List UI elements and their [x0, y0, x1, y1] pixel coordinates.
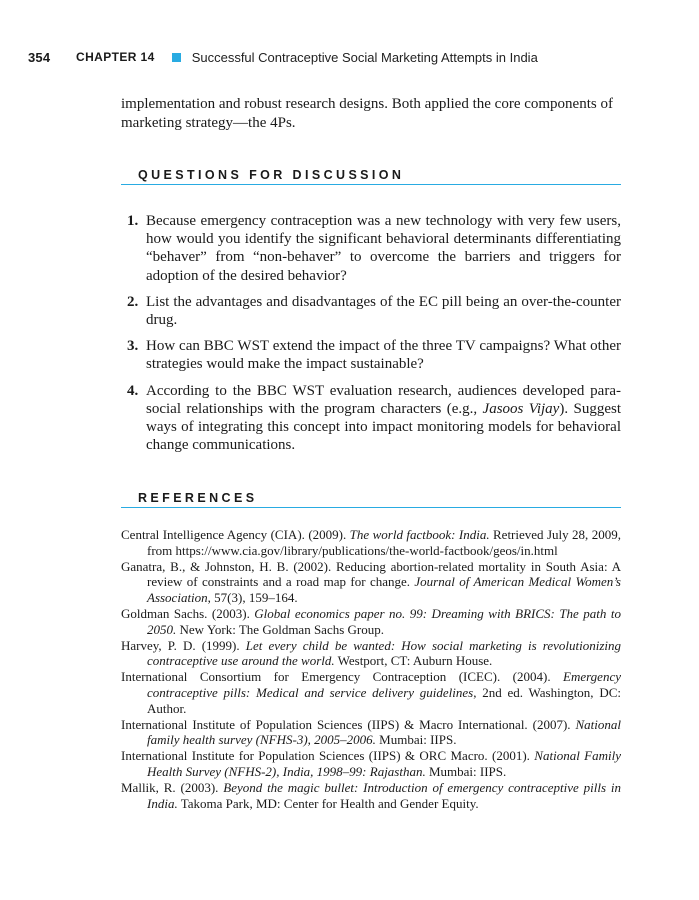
reference-item — [121, 527, 621, 559]
question-item — [127, 337, 621, 373]
reference-authors: Mallik, R. (2003). — [121, 779, 224, 795]
reference-authors: Harvey, P. D. (1999). — [121, 637, 246, 653]
question-text — [146, 382, 621, 455]
chapter-label: CHAPTER 14 — [76, 50, 155, 64]
character-name: Jasoos Vijay — [482, 400, 560, 417]
reference-title: Let every child be wanted: How social marketing is revolutionizing contraceptive use around the world. — [147, 637, 621, 669]
reference-authors: International Institute of Population Sciences (IIPS) & Macro International. (2007). — [121, 716, 576, 732]
reference-item — [121, 780, 621, 812]
question-text-part: According to the BBC WST evaluation research, audiences developed para-social relationships with the program characters (e.g., — [146, 382, 621, 417]
reference-item — [121, 559, 621, 606]
reference-item — [121, 717, 621, 749]
question-item — [127, 293, 621, 329]
reference-title: National family health survey (NFHS-3), 2005–2006. — [147, 716, 621, 748]
question-text-part: ). Suggest ways of integrating this concept into impact monitoring models for behavioral change communications. — [146, 400, 622, 454]
questions-heading: QUESTIONS FOR DISCUSSION — [138, 168, 405, 182]
reference-source: , 2nd ed. Washington, DC: Author. — [147, 684, 621, 716]
reference-title: Global economics paper no. 99: Dreaming with BRICS: The path to 2050. — [147, 605, 621, 637]
question-item — [127, 212, 621, 285]
reference-source: Mumbai: IIPS. — [375, 732, 457, 748]
reference-source: Westport, CT: Auburn House. — [334, 653, 493, 669]
reference-authors: Goldman Sachs. (2003). — [121, 605, 255, 621]
accent-square-icon — [172, 53, 181, 62]
reference-item — [121, 638, 621, 670]
page-number: 354 — [28, 49, 51, 65]
reference-title: Emergency contraceptive pills: Medical and service delivery guidelines — [147, 669, 621, 700]
reference-source: Takoma Park, MD: Center for Health and Gender Equity. — [177, 795, 479, 811]
reference-item — [121, 669, 621, 716]
chapter-title: Successful Contraceptive Social Marketing Attempts in India — [191, 49, 538, 65]
question-text: Because emergency contraception was a new technology with very few users, how would you identify the significant behavioral determinants differentiating “behaver” from “non-behaver” to overcome the barriers and triggers for adoption of the desired behavior? — [146, 213, 621, 284]
question-number: 2. — [127, 293, 139, 310]
reference-source: , 57(3), 159–164. — [207, 590, 298, 606]
reference-source: Retrieved July 28, 2009, from https://www.cia.gov/library/publications/the-world-factbook/geos/in.html — [147, 527, 621, 558]
reference-source: New York: The Goldman Sachs Group. — [176, 621, 384, 637]
question-item — [127, 382, 621, 455]
question-number: 4. — [127, 382, 139, 399]
questions-list — [127, 212, 621, 462]
references-heading-rule — [121, 493, 621, 508]
references-list — [121, 527, 621, 811]
question-number: 1. — [127, 213, 139, 229]
reference-title: Beyond the magic bullet: Introduction of emergency contraceptive pills in India. — [147, 779, 621, 811]
reference-authors: Ganatra, B., & Johnston, H. B. (2002). Reducing abortion-related mortality in South Asia: A review of constraints and a road map for change. — [121, 558, 621, 590]
running-header — [28, 47, 648, 67]
reference-title: Journal of American Medical Women’s Association — [147, 574, 621, 606]
references-heading: REFERENCES — [138, 491, 258, 505]
reference-item — [121, 606, 621, 638]
reference-authors: International Institute for Population Sciences (IIPS) & ORC Macro. (2001). — [121, 748, 535, 764]
reference-source: Mumbai: IIPS. — [425, 763, 507, 779]
question-text: List the advantages and disadvantages of the EC pill being an over-the-counter drug. — [146, 293, 621, 329]
reference-authors: International Consortium for Emergency Contraception (ICEC). (2004). — [121, 669, 563, 685]
question-number: 3. — [127, 338, 139, 355]
intro-paragraph: implementation and robust research designs. Both applied the core components of marketing strategy—the 4Ps. — [121, 96, 613, 131]
reference-item — [121, 748, 621, 780]
reference-title: The world factbook: India. — [349, 527, 490, 542]
reference-title: National Family Health Survey (NFHS-2), India, 1998–99: Rajasthan. — [147, 748, 621, 779]
questions-heading-rule — [121, 170, 621, 185]
reference-authors: Central Intelligence Agency (CIA). (2009). — [121, 527, 350, 542]
question-text: How can BBC WST extend the impact of the three TV campaigns? What other strategies would make the impact sustainable? — [146, 338, 621, 373]
